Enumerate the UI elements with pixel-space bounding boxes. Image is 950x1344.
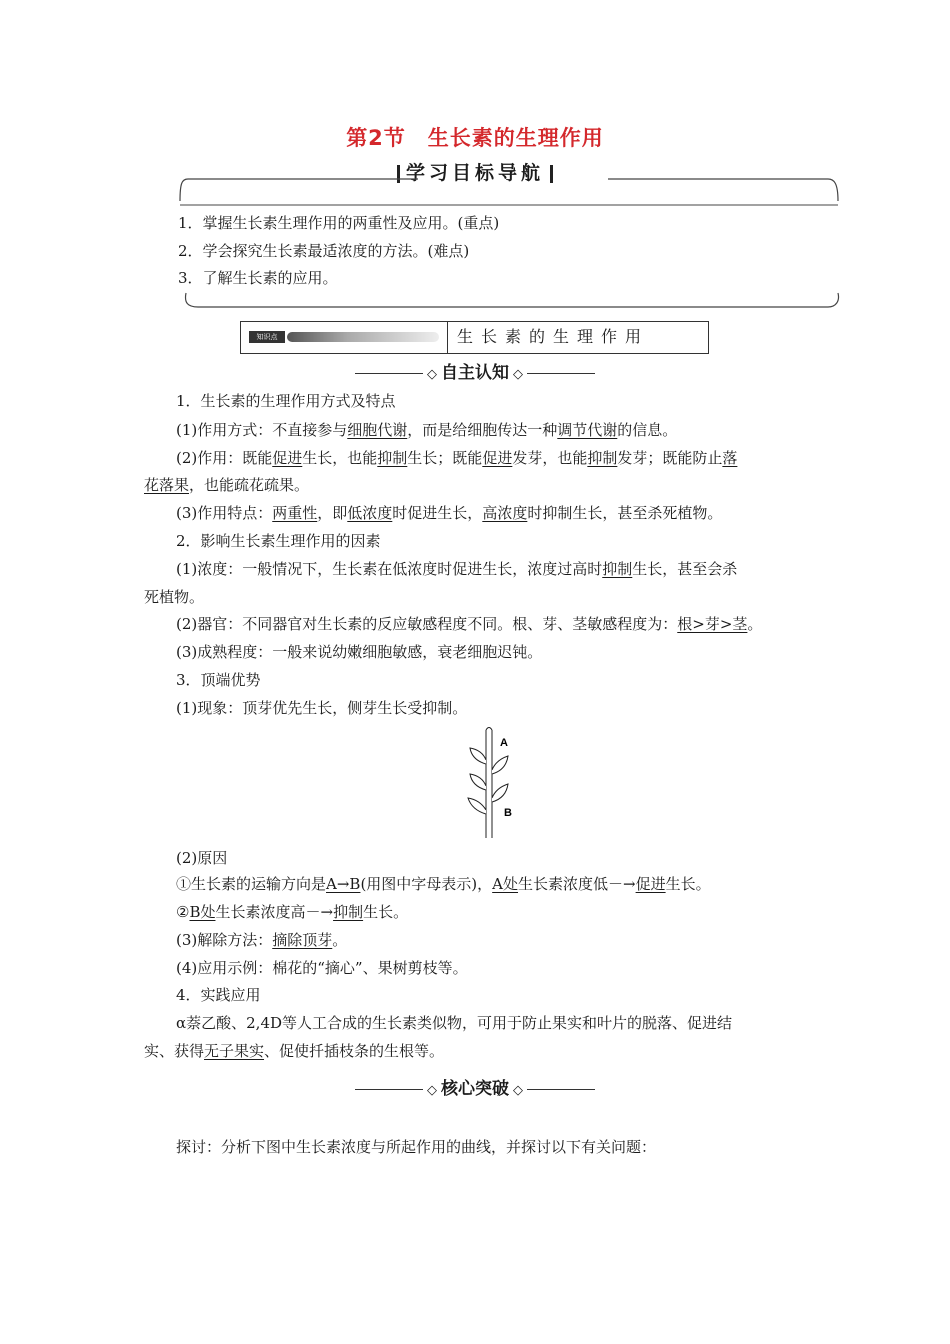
item-4-1: α萘乙酸、2,4D等人工合成的生长素类似物，可用于防止果实和叶片的脱落、促进结	[176, 1014, 733, 1032]
item-1-3: (3)作用特点：两重性，即低浓度时促进生长，高浓度时抑制生长，甚至杀死植物。	[176, 504, 723, 522]
learning-goals-box	[178, 175, 840, 309]
discussion-prompt: 探讨：分析下图中生长素浓度与所起作用的曲线，并探讨以下有关问题：	[176, 1138, 657, 1156]
knowledge-point-banner	[240, 321, 709, 354]
knowledge-tag: 知识点	[249, 331, 285, 343]
item-1-2-cont: 花落果，也能疏花疏果。	[144, 476, 310, 494]
apical-dominance-figure	[460, 726, 530, 842]
item-3-heading: 3．顶端优势	[176, 671, 261, 689]
item-2-1: (1)浓度：一般情况下，生长素在低浓度时促进生长，浓度过高时抑制生长，甚至会杀	[176, 560, 738, 578]
knowledge-label: 生长素的生理作用	[457, 327, 650, 346]
item-4-1-cont: 实、获得无子果实、促使扦插枝条的生根等。	[144, 1042, 445, 1060]
item-2-1-cont: 死植物。	[144, 588, 205, 606]
label-a: A	[500, 737, 508, 749]
item-1-1: (1)作用方式：不直接参与细胞代谢，而是给细胞传达一种调节代谢的信息。	[176, 421, 678, 439]
item-2-heading: 2．影响生长素生理作用的因素	[176, 532, 381, 550]
section-core: ◇ 核心突破 ◇	[0, 1074, 950, 1099]
label-b: B	[504, 807, 512, 819]
item-3-1: (1)现象：顶芽优先生长，侧芽生长受抑制。	[176, 699, 468, 717]
item-3-2: (2)原因	[176, 849, 228, 867]
item-3-2-b: ②B处生长素浓度高－→抑制生长。	[176, 903, 409, 921]
item-2-2: (2)器官：不同器官对生长素的反应敏感程度不同。根、芽、茎敏感程度为：根>芽>茎。	[176, 615, 763, 633]
goal-item: 2．学会探究生长素最适浓度的方法。(难点)	[178, 242, 470, 260]
learning-goals-heading: 学习目标导航	[0, 158, 950, 185]
item-3-4: (4)应用示例：棉花的“摘心”、果树剪枝等。	[176, 959, 468, 977]
page-title: 第2节 生长素的生理作用	[346, 126, 604, 150]
item-1-heading: 1．生长素的生理作用方式及特点	[176, 392, 396, 410]
goal-item: 1．掌握生长素生理作用的两重性及应用。(重点)	[178, 214, 500, 232]
goal-item: 3．了解生长素的应用。	[178, 269, 338, 287]
item-3-3: (3)解除方法：摘除顶芽。	[176, 931, 348, 949]
section-self-study: ◇ 自主认知 ◇	[0, 358, 950, 383]
item-2-3: (3)成熟程度：一般来说幼嫩细胞敏感，衰老细胞迟钝。	[176, 643, 543, 661]
item-4-heading: 4．实践应用	[176, 986, 261, 1004]
item-3-2-a: ①生长素的运输方向是A→B(用图中字母表示)，A处生长素浓度低－→促进生长。	[176, 875, 711, 893]
item-1-2: (2)作用：既能促进生长，也能抑制生长；既能促进发芽，也能抑制发芽；既能防止落	[176, 449, 738, 467]
